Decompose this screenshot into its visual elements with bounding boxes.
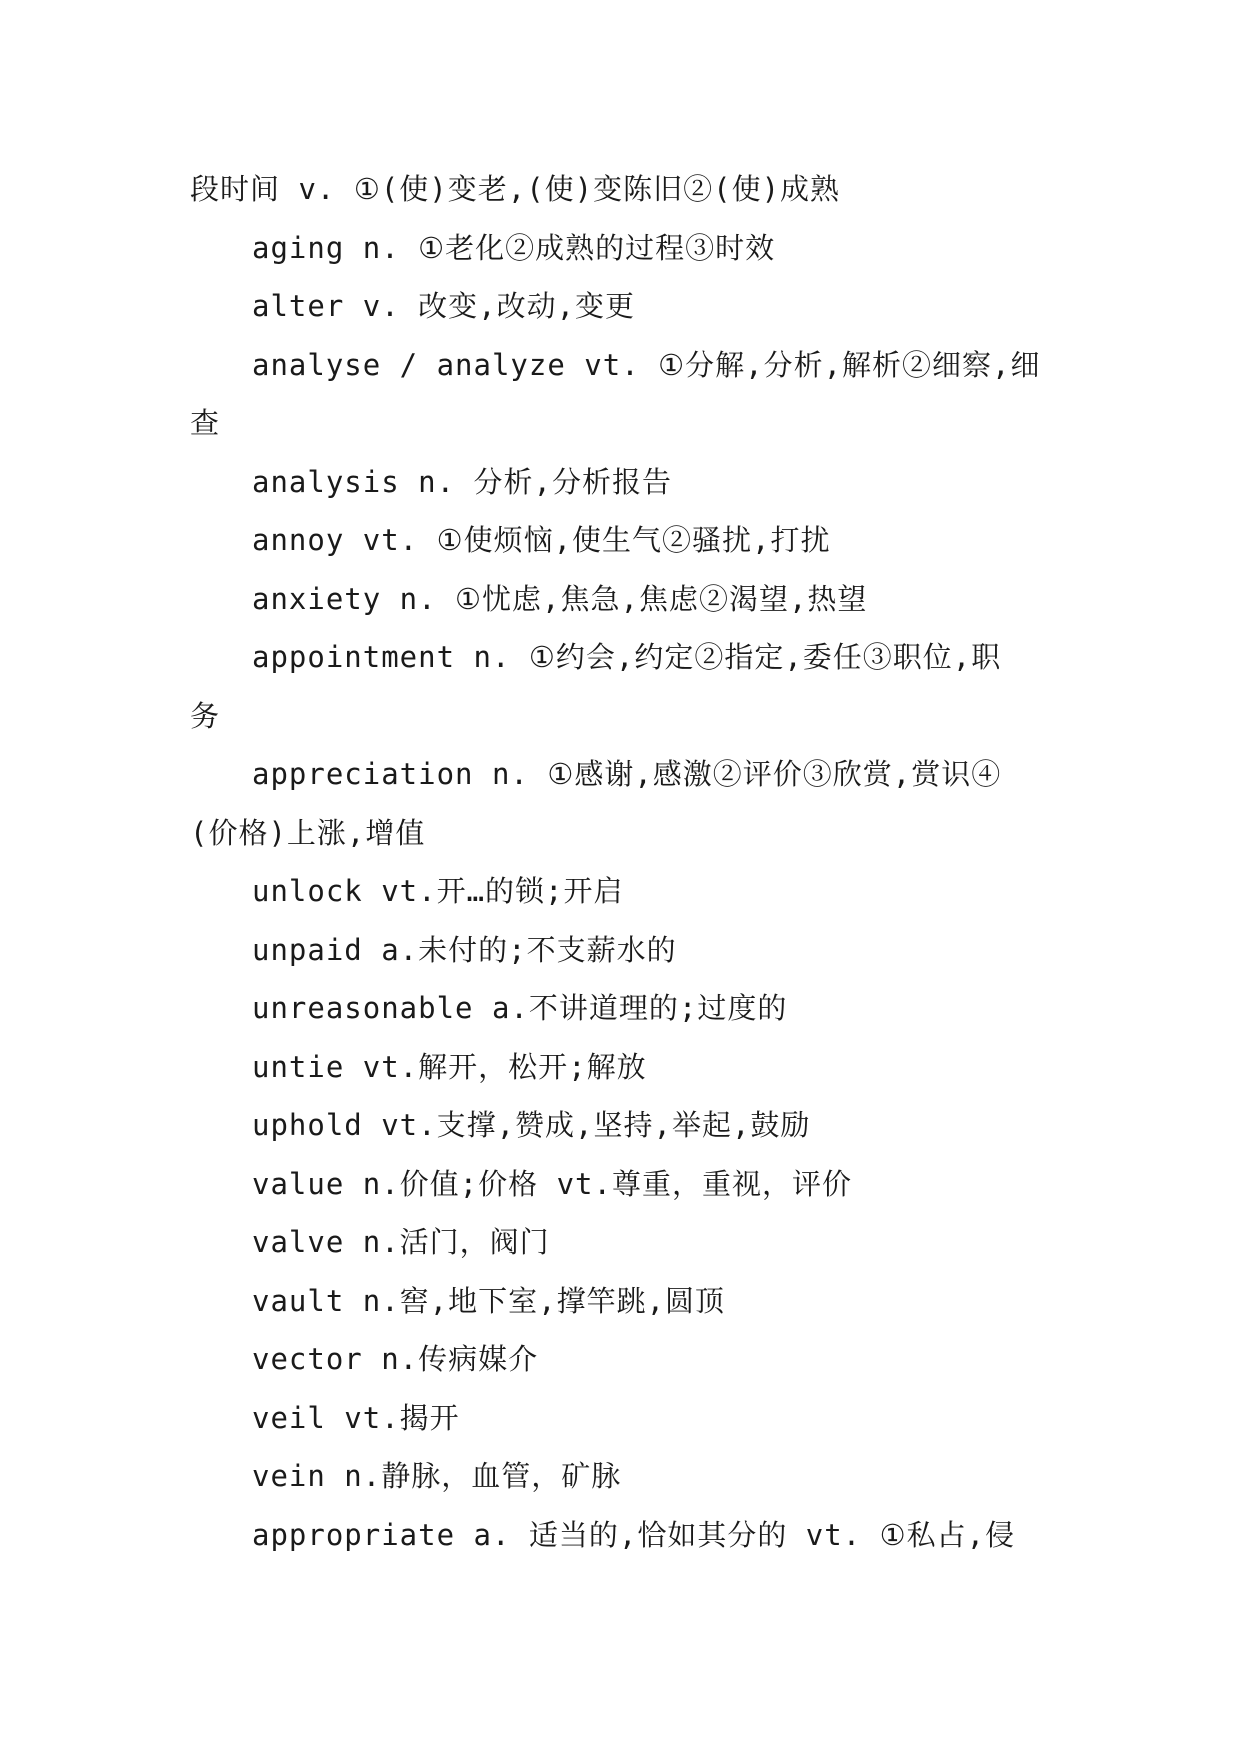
entry-veil: veil vt.揭开 bbox=[252, 1400, 460, 1435]
entry-annoy: annoy vt. ①使烦恼,使生气②骚扰,打扰 bbox=[252, 523, 831, 557]
entry-unlock: unlock vt.开…的锁;开启 bbox=[252, 874, 624, 908]
entry-appreciation: appreciation n. ①感谢,感激②评价③欣赏,赏识④ bbox=[252, 757, 1002, 791]
entry-analysis: analysis n. 分析,分析报告 bbox=[252, 464, 672, 499]
entry-appreciation-continued: (价格)上涨,增值 bbox=[190, 815, 426, 850]
entry-unreasonable: unreasonable a.不讲道理的;过度的 bbox=[252, 991, 788, 1025]
entry-appointment: appointment n. ①约会,约定②指定,委任③职位,职 bbox=[252, 640, 1002, 674]
entry-vector: vector n.传病媒介 bbox=[252, 1342, 539, 1376]
text-line-1: 段时间 v. ①(使)变老,(使)变陈旧②(使)成熟 bbox=[190, 172, 841, 206]
entry-aging: aging n. ①老化②成熟的过程③时效 bbox=[252, 230, 776, 265]
document-page bbox=[190, 160, 1060, 1564]
entry-unpaid: unpaid a.未付的;不支薪水的 bbox=[252, 932, 677, 967]
entry-alter: alter v. 改变,改动,变更 bbox=[252, 289, 636, 323]
entry-analyse-continued: 查 bbox=[190, 406, 221, 440]
entry-appointment-continued: 务 bbox=[190, 698, 221, 733]
entry-value: value n.价值;价格 vt.尊重，重视，评价 bbox=[252, 1166, 852, 1201]
entry-vault: vault n.窖,地下室,撑竿跳,圆顶 bbox=[252, 1283, 726, 1318]
entry-appropriate: appropriate a. 适当的,恰如其分的 vt. ①私占,侵 bbox=[252, 1517, 1016, 1552]
entry-anxiety: anxiety n. ①忧虑,焦急,焦虑②渴望,热望 bbox=[252, 581, 868, 616]
entry-vein: vein n.静脉，血管，矿脉 bbox=[252, 1459, 622, 1493]
entry-valve: valve n.活门，阀门 bbox=[252, 1225, 550, 1259]
entry-analyse: analyse / analyze vt. ①分解,分析,解析②细察,细 bbox=[252, 347, 1041, 382]
entry-untie: untie vt.解开，松开;解放 bbox=[252, 1049, 647, 1084]
entry-uphold: uphold vt.支撑,赞成,坚持,举起,鼓励 bbox=[252, 1108, 811, 1142]
